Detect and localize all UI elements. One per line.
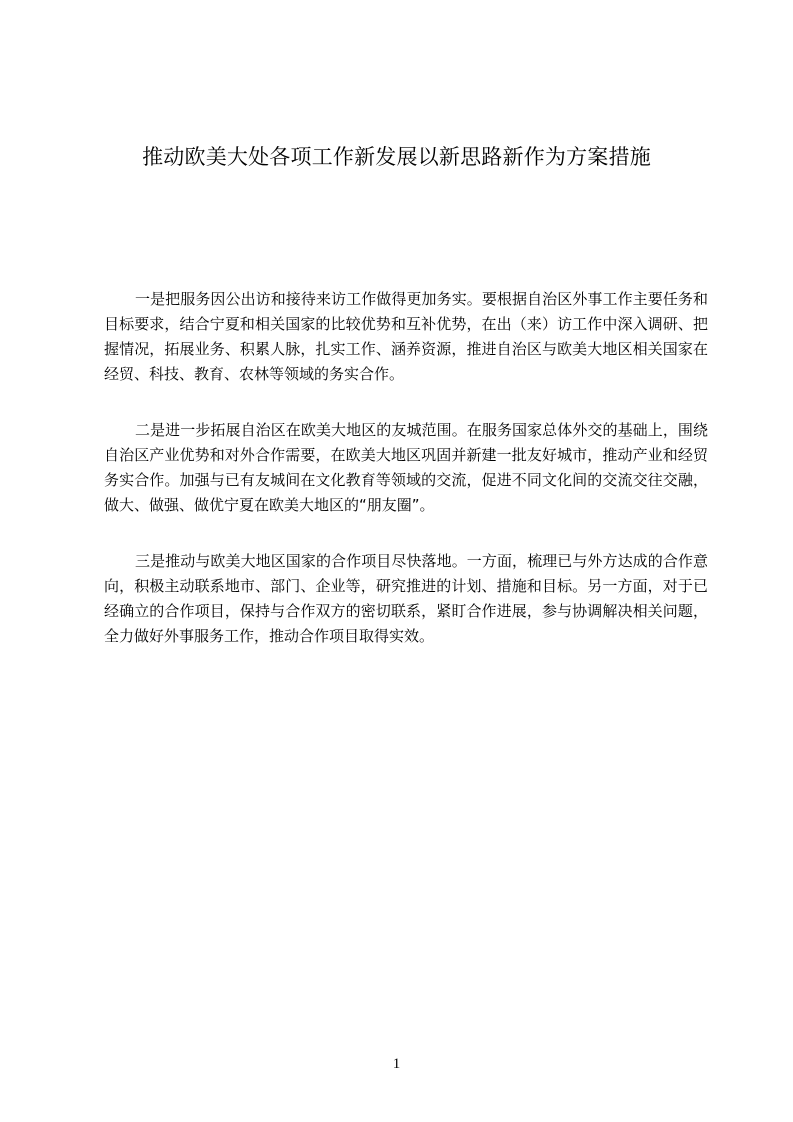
page-number: 1 bbox=[392, 1056, 401, 1072]
paragraph-2: 二是进一步拓展自治区在欧美大地区的友城范围。在服务国家总体外交的基础上，围绕自治区产业优势和对外合作需要，在欧美大地区巩固并新建一批友好城市，推动产业和经贸务实合作。加强与已有友城间在文化教育等领域的交流，促进不同文化间的交流交往交融，做大、做强、做优宁夏在欧美大地区的“朋友圈”。 bbox=[104, 421, 708, 514]
paragraph-3: 三是推动与欧美大地区国家的合作项目尽快落地。一方面，梳理已与外方达成的合作意向，积极主动联系地市、部门、企业等，研究推进的计划、措施和目标。另一方面，对于已经确立的合作项目，保持与合作双方的密切联系，紧盯合作进展，参与协调解决相关问题，全力做好外事服务工作，推动合作项目取得实效。 bbox=[104, 552, 708, 645]
document-body bbox=[104, 287, 708, 680]
paragraph-1: 一是把服务因公出访和接待来访工作做得更加务实。要根据自治区外事工作主要任务和目标要求，结合宁夏和相关国家的比较优势和互补优势，在出（来）访工作中深入调研、把握情况，拓展业务、积累人脉，扎实工作、涵养资源，推进自治区与欧美大地区相关国家在经贸、科技、教育、农林等领域的务实合作。 bbox=[104, 290, 708, 383]
document-title: 推动欧美大处各项工作新发展以新思路新作为方案措施 bbox=[142, 145, 651, 169]
